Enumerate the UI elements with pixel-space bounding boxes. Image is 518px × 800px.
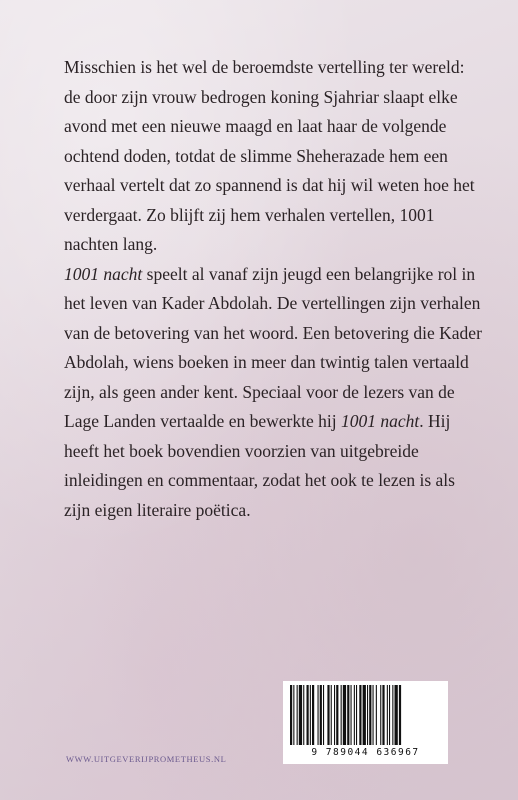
barcode-bar bbox=[293, 685, 294, 745]
barcode-bar bbox=[347, 685, 349, 745]
barcode-bar bbox=[341, 685, 342, 745]
isbn-barcode bbox=[283, 681, 448, 764]
barcode-bar bbox=[323, 685, 324, 745]
barcode-bar bbox=[387, 685, 388, 745]
barcode-bar bbox=[299, 685, 302, 745]
barcode-bar bbox=[312, 685, 314, 745]
barcode-bars bbox=[290, 685, 441, 745]
barcode-bar bbox=[290, 685, 292, 745]
barcode-bar bbox=[369, 685, 371, 745]
barcode-bar bbox=[354, 685, 355, 745]
barcode-bar bbox=[363, 685, 366, 745]
barcode-bar bbox=[392, 685, 393, 745]
barcode-bar bbox=[320, 685, 322, 745]
barcode-bar bbox=[297, 685, 298, 745]
barcode-bar bbox=[389, 685, 390, 745]
barcode-bar bbox=[310, 685, 311, 745]
barcode-bar bbox=[351, 685, 352, 745]
barcode-bar bbox=[307, 685, 309, 745]
blurb-paragraph-2-end: . Hij heeft het boek bovendien voorzien van uitgebreide inleidingen en commentaar, zodat het ook te lezen is als zijn eigen literaire poëtica. bbox=[64, 411, 455, 520]
barcode-bar bbox=[395, 685, 398, 745]
blurb-paragraph-2 bbox=[64, 260, 484, 526]
blurb-paragraph-1: Misschien is het wel de beroemdste vertelling ter wereld: de door zijn vrouw bedrogen koning Sjahriar slaapt elke avond met een nieuwe maagd en laat haar de volgende ochtend doden, totdat de slimme Sheherazade hem een verhaal vertelt dat zo spannend is dat hij wil weten hoe het verdergaat. Zo blijft zij hem verhalen vertellen, 1001 nachten lang. bbox=[64, 57, 475, 254]
barcode-bar bbox=[359, 685, 361, 745]
book-title-italic-2: 1001 nacht bbox=[340, 411, 420, 431]
barcode-bar bbox=[334, 685, 335, 745]
barcode-bar bbox=[303, 685, 304, 745]
barcode-bar bbox=[327, 685, 329, 745]
barcode-bar bbox=[331, 685, 332, 745]
barcode-bar bbox=[336, 685, 338, 745]
barcode-bar bbox=[373, 685, 374, 745]
barcode-bar bbox=[356, 685, 357, 745]
back-cover-blurb bbox=[64, 53, 484, 525]
isbn-number: 9 789044 636967 bbox=[311, 747, 420, 758]
barcode-bar bbox=[399, 685, 401, 745]
barcode-bar bbox=[318, 685, 319, 745]
barcode-bar bbox=[380, 685, 381, 745]
book-title-italic: 1001 nacht bbox=[64, 263, 143, 284]
barcode-bar bbox=[367, 685, 368, 745]
publisher-url: WWW.UITGEVERIJPROMETHEUS.NL bbox=[66, 754, 227, 764]
blurb-paragraph-2-text: speelt al vanaf zijn jeugd een belangrijke rol in het leven van Kader Abdolah. De vertellingen zijn verhalen van de betovering van het woord. Een betovering die Kader Abdolah, wiens boeken in meer dan twintig talen vertaald zijn, als geen ander kent. Speciaal voor de lezers van de Lage Landen vertaalde en bewerkte hij bbox=[64, 263, 482, 431]
barcode-bar bbox=[343, 685, 346, 745]
barcode-bar bbox=[382, 685, 384, 745]
barcode-bar bbox=[376, 685, 377, 745]
